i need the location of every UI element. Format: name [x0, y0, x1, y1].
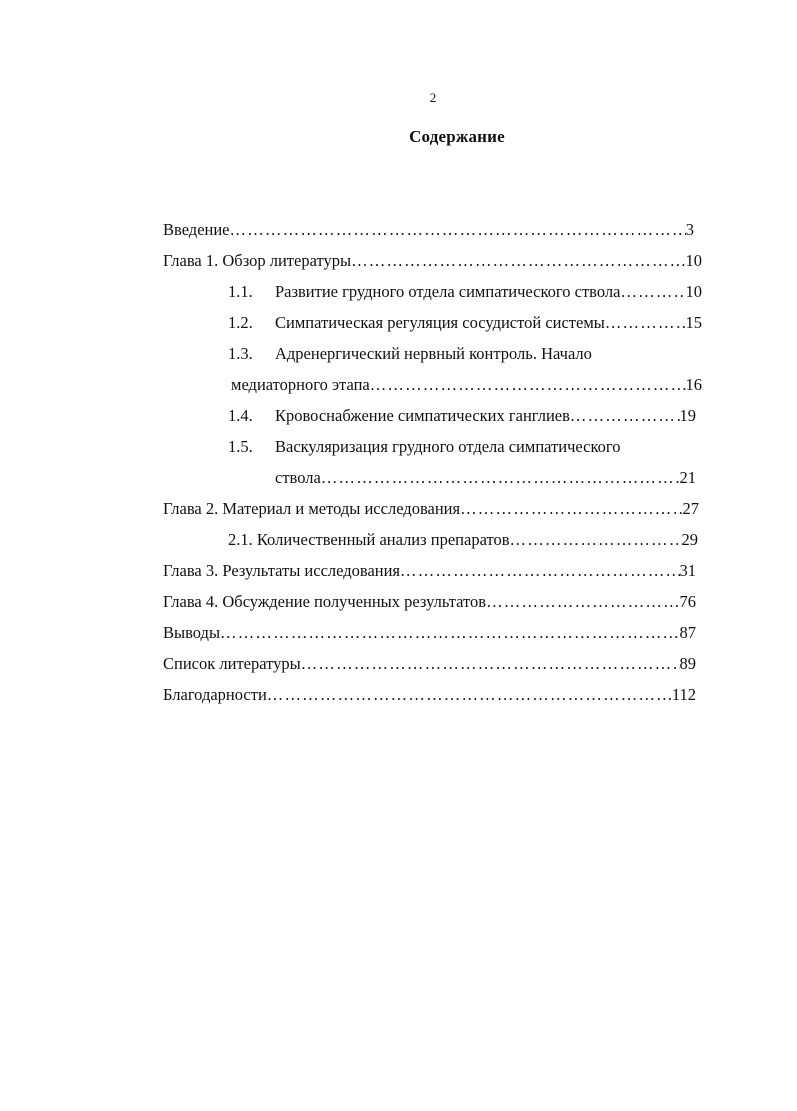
toc-section-number: 1.1. [228, 282, 253, 301]
toc-section-number: 1.3. [228, 344, 253, 363]
toc-page: 76 [679, 592, 696, 611]
dot-leader [605, 312, 686, 334]
toc-entry-section-2-1 [228, 529, 698, 551]
toc-label: Глава 1. Обзор литературы [163, 251, 352, 270]
toc-page: 10 [685, 251, 702, 270]
toc-label: Развитие грудного отдела симпатического ствола [275, 282, 621, 301]
toc-section-number: 1.4. [228, 406, 253, 425]
page-number: 2 [429, 90, 437, 105]
dot-leader [400, 560, 679, 582]
dot-leader [370, 374, 686, 396]
toc-section-number: 1.5. [228, 437, 253, 456]
toc-page: 87 [679, 623, 696, 642]
toc-page: 89 [679, 654, 696, 673]
dot-leader [620, 281, 685, 303]
toc-page: 27 [682, 499, 699, 518]
toc-entry-section-1-5-line2 [275, 467, 696, 489]
toc-page: 19 [679, 406, 696, 425]
toc-entry-conclusions [163, 622, 696, 644]
toc-page: 31 [679, 561, 696, 580]
dot-leader [301, 653, 680, 675]
toc-entry-chapter-3 [163, 560, 696, 582]
dot-leader [321, 467, 680, 489]
toc-page: 21 [679, 468, 696, 487]
toc-page: 112 [671, 685, 696, 704]
dot-leader [230, 219, 686, 241]
page-title: Содержание [409, 127, 505, 146]
toc-label: Кровоснабжение симпатических ганглиев [275, 406, 570, 425]
toc-entry-section-1-3-line2 [231, 374, 702, 396]
toc-entry-chapter-4 [163, 591, 696, 613]
toc-label: медиаторного этапа [231, 375, 370, 394]
toc-page: 10 [685, 282, 702, 301]
toc-entry-section-1-4 [228, 405, 696, 427]
dot-leader [570, 405, 680, 427]
toc-label: Адренергический нервный контроль. Начало [275, 344, 592, 363]
toc-entry-chapter-1 [163, 250, 702, 272]
toc-label: Васкуляризация грудного отдела симпатического [275, 437, 621, 456]
toc-label: 2.1. Количественный анализ препаратов [228, 530, 510, 549]
toc-label: Глава 3. Результаты исследования [163, 561, 401, 580]
toc-label: Глава 4. Обсуждение полученных результатов [163, 592, 487, 611]
toc-label: Введение [163, 220, 230, 239]
toc-section-number: 1.2. [228, 313, 253, 332]
toc-entry-section-1-2 [228, 312, 702, 334]
toc-label: ствола [275, 468, 321, 487]
toc-entry-chapter-2 [163, 498, 699, 520]
toc-label: Глава 2. Материал и методы исследования [163, 499, 461, 518]
toc-page: 15 [685, 313, 702, 332]
toc-label: Выводы [163, 623, 221, 642]
toc-entry-section-1-5-line1 [228, 436, 702, 458]
dot-leader [267, 684, 672, 706]
toc-label: Симпатическая регуляция сосудистой системы [275, 313, 605, 332]
toc-page: 3 [685, 220, 694, 239]
toc-label: Список литературы [163, 654, 301, 673]
toc-entry-acknowledgements [163, 684, 696, 706]
dot-leader [486, 591, 679, 613]
toc-entry-references [163, 653, 696, 675]
toc-page: 29 [681, 530, 698, 549]
dot-leader [351, 250, 685, 272]
toc-entry-section-1-3-line1 [228, 343, 702, 365]
toc-entry-intro [163, 219, 694, 241]
dot-leader [510, 529, 682, 551]
toc-page: 16 [685, 375, 702, 394]
dot-leader [220, 622, 679, 644]
toc-label: Благодарности [163, 685, 267, 704]
toc-entry-section-1-1 [228, 281, 702, 303]
dot-leader [460, 498, 682, 520]
